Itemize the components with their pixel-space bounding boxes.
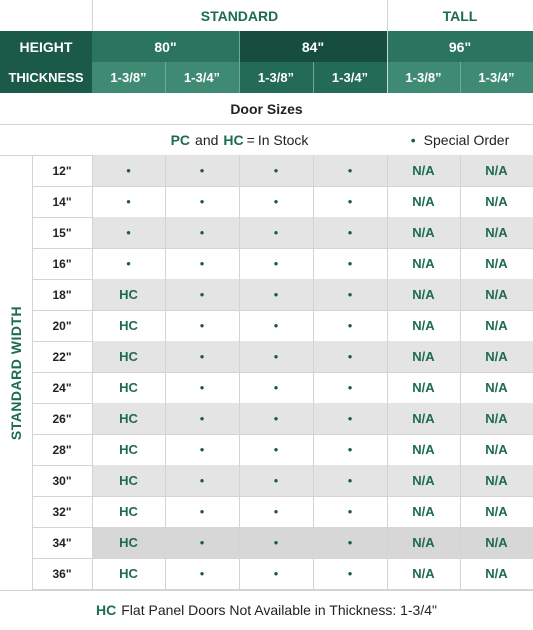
- height-96: 96": [387, 31, 533, 62]
- header-sep: [165, 62, 166, 93]
- in-stock-cell: HC: [119, 566, 138, 581]
- thickness-6: 1-3/4”: [460, 62, 533, 93]
- not-available-cell: N/A: [485, 504, 508, 519]
- special-order-bullet: •: [199, 504, 205, 519]
- group-header-blank: [0, 0, 92, 31]
- special-order-bullet: •: [347, 411, 353, 426]
- not-available-cell: N/A: [412, 535, 435, 550]
- special-order-bullet: •: [199, 194, 205, 209]
- thickness-row: [0, 62, 533, 93]
- not-available-cell: N/A: [485, 411, 508, 426]
- width-label: 28": [52, 442, 72, 457]
- special-order-bullet: •: [199, 566, 205, 581]
- width-label: 14": [52, 194, 72, 209]
- height-label: HEIGHT: [0, 31, 92, 62]
- not-available-cell: N/A: [412, 504, 435, 519]
- width-label: 16": [52, 256, 72, 271]
- special-order-bullet: •: [273, 380, 279, 395]
- footer-text: Flat Panel Doors Not Available in Thickness: 1-3/4": [121, 602, 437, 618]
- column-divider: [239, 155, 240, 590]
- special-order-bullet: •: [347, 194, 353, 209]
- legend-and: and: [195, 132, 219, 148]
- special-order-bullet: •: [273, 473, 279, 488]
- legend-in-stock-text: In Stock: [257, 132, 309, 148]
- column-divider: [313, 155, 314, 590]
- special-order-bullet: •: [347, 380, 353, 395]
- not-available-cell: N/A: [485, 349, 508, 364]
- header-sep: [92, 0, 93, 31]
- not-available-cell: N/A: [485, 287, 508, 302]
- special-order-bullet: •: [199, 473, 205, 488]
- group-header-tall: TALL: [442, 7, 478, 24]
- not-available-cell: N/A: [412, 163, 435, 178]
- width-label: 26": [52, 411, 72, 426]
- special-order-bullet: •: [199, 535, 205, 550]
- not-available-cell: N/A: [412, 566, 435, 581]
- thickness-label: THICKNESS: [0, 62, 92, 93]
- not-available-cell: N/A: [485, 194, 508, 209]
- special-order-bullet: •: [347, 473, 353, 488]
- special-order-bullet: •: [199, 256, 205, 271]
- column-divider: [92, 155, 93, 590]
- special-order-bullet: •: [273, 194, 279, 209]
- not-available-cell: N/A: [485, 318, 508, 333]
- special-order-bullet: •: [273, 349, 279, 364]
- width-label: 24": [52, 380, 72, 395]
- not-available-cell: N/A: [485, 380, 508, 395]
- thickness-3: 1-3/8”: [239, 62, 313, 93]
- in-stock-cell: HC: [119, 287, 138, 302]
- legend-eq: =: [246, 132, 255, 148]
- not-available-cell: N/A: [485, 256, 508, 271]
- special-order-bullet: •: [347, 349, 353, 364]
- legend-pc: PC: [170, 132, 191, 148]
- thickness-5: 1-3/8”: [387, 62, 460, 93]
- column-divider: [460, 155, 461, 590]
- special-order-bullet: •: [273, 163, 279, 178]
- special-order-bullet: •: [347, 287, 353, 302]
- special-order-bullet: •: [347, 566, 353, 581]
- footer-note: [0, 592, 533, 628]
- special-order-bullet: •: [347, 318, 353, 333]
- not-available-cell: N/A: [412, 473, 435, 488]
- not-available-cell: N/A: [485, 473, 508, 488]
- width-label: 12": [52, 163, 72, 178]
- special-order-bullet: •: [273, 287, 279, 302]
- special-order-bullet: •: [199, 287, 205, 302]
- not-available-cell: N/A: [485, 442, 508, 457]
- header-sep: [387, 0, 388, 93]
- not-available-cell: N/A: [412, 194, 435, 209]
- special-order-bullet: •: [273, 566, 279, 581]
- special-order-bullet: •: [273, 504, 279, 519]
- height-84: 84": [239, 31, 387, 62]
- width-label: 18": [52, 287, 72, 302]
- legend-hc: HC: [223, 132, 244, 148]
- column-divider: [32, 155, 33, 590]
- not-available-cell: N/A: [412, 256, 435, 271]
- special-order-bullet: •: [347, 225, 353, 240]
- not-available-cell: N/A: [412, 442, 435, 457]
- special-order-bullet: •: [199, 225, 205, 240]
- group-header-standard: STANDARD: [200, 7, 279, 24]
- special-order-bullet: •: [126, 256, 131, 271]
- not-available-cell: N/A: [412, 225, 435, 240]
- group-header-row: [0, 0, 533, 31]
- special-order-bullet: •: [347, 256, 353, 271]
- divider: [0, 590, 533, 591]
- not-available-cell: N/A: [485, 225, 508, 240]
- not-available-cell: N/A: [412, 411, 435, 426]
- special-order-bullet: •: [199, 349, 205, 364]
- in-stock-cell: HC: [119, 411, 138, 426]
- special-order-bullet: •: [126, 194, 131, 209]
- width-label: 30": [52, 473, 72, 488]
- thickness-2: 1-3/4”: [165, 62, 239, 93]
- special-order-bullet: •: [273, 318, 279, 333]
- door-sizes-title: Door Sizes: [230, 100, 303, 117]
- special-order-bullet: •: [199, 318, 205, 333]
- in-stock-cell: HC: [119, 442, 138, 457]
- special-order-bullet: •: [199, 380, 205, 395]
- special-order-bullet: •: [273, 225, 279, 240]
- column-divider: [387, 155, 388, 590]
- footer-hc: HC: [96, 602, 117, 618]
- special-order-bullet: •: [126, 163, 131, 178]
- thickness-1: 1-3/8”: [92, 62, 165, 93]
- special-order-bullet: •: [273, 256, 279, 271]
- legend-special-order: [387, 125, 533, 155]
- special-order-bullet: •: [347, 535, 353, 550]
- height-row: [0, 31, 533, 62]
- special-order-bullet: •: [273, 411, 279, 426]
- standard-width-text: STANDARD WIDTH: [8, 305, 24, 440]
- width-label: 34": [52, 535, 72, 550]
- in-stock-cell: HC: [119, 504, 138, 519]
- header-sep: [313, 62, 314, 93]
- special-order-bullet: •: [199, 163, 205, 178]
- not-available-cell: N/A: [485, 566, 508, 581]
- in-stock-cell: HC: [119, 473, 138, 488]
- in-stock-cell: HC: [119, 535, 138, 550]
- special-order-bullet: •: [347, 163, 353, 178]
- not-available-cell: N/A: [412, 380, 435, 395]
- not-available-cell: N/A: [485, 163, 508, 178]
- not-available-cell: N/A: [412, 349, 435, 364]
- thickness-4: 1-3/4”: [313, 62, 387, 93]
- width-label: 32": [52, 504, 72, 519]
- legend-in-stock: [92, 125, 387, 155]
- not-available-cell: N/A: [412, 318, 435, 333]
- not-available-cell: N/A: [485, 535, 508, 550]
- special-order-bullet: •: [199, 411, 205, 426]
- special-order-bullet: •: [199, 442, 205, 457]
- column-divider: [165, 155, 166, 590]
- header-sep: [239, 31, 240, 93]
- in-stock-cell: HC: [119, 349, 138, 364]
- width-label: 36": [52, 566, 72, 581]
- width-label: 15": [52, 225, 72, 240]
- width-label: 22": [52, 349, 72, 364]
- height-80: 80": [92, 31, 239, 62]
- in-stock-cell: HC: [119, 380, 138, 395]
- legend-special-order-text: Special Order: [423, 132, 510, 148]
- special-order-bullet: •: [273, 442, 279, 457]
- standard-width-label: [0, 155, 32, 590]
- special-order-bullet: •: [347, 442, 353, 457]
- in-stock-cell: HC: [119, 318, 138, 333]
- special-order-bullet: •: [347, 504, 353, 519]
- not-available-cell: N/A: [412, 287, 435, 302]
- special-order-bullet: •: [126, 225, 131, 240]
- header-sep: [460, 62, 461, 93]
- width-label: 20": [52, 318, 72, 333]
- special-order-bullet: •: [273, 535, 279, 550]
- legend-bullet-icon: •: [410, 132, 416, 148]
